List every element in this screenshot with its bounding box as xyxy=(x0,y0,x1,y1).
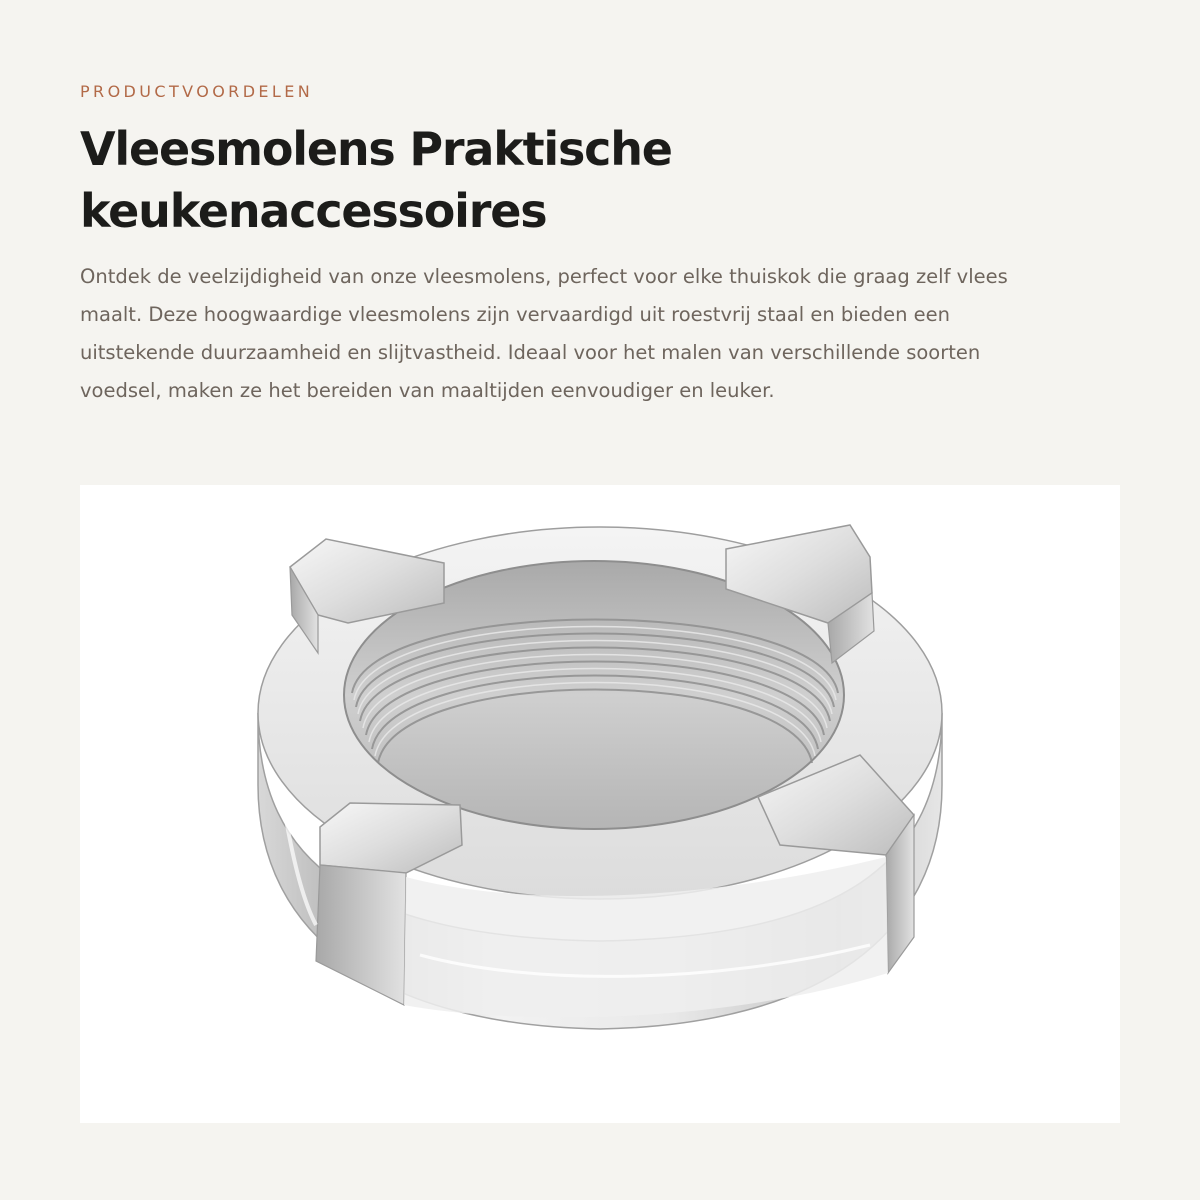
grinder-ring-nut-image xyxy=(80,485,1120,1123)
section-eyebrow: PRODUCTVOORDELEN xyxy=(80,82,314,101)
section-description: Ontdek de veelzijdigheid van onze vleesmolens, perfect voor elke thuiskok die graag zelf vlees maalt. Deze hoogwaardige vleesmolens zijn vervaardigd uit roestvrij staal en bieden een uitstekende duurzaamheid en slijtvastheid. Ideaal voor het malen van verschillende soorten voedsel, maken ze het bereiden van maaltijden eenvoudiger en leuker. xyxy=(80,265,1008,402)
product-image xyxy=(80,485,1120,1123)
section-title: Vleesmolens Praktische keukenaccessoires xyxy=(80,122,672,238)
